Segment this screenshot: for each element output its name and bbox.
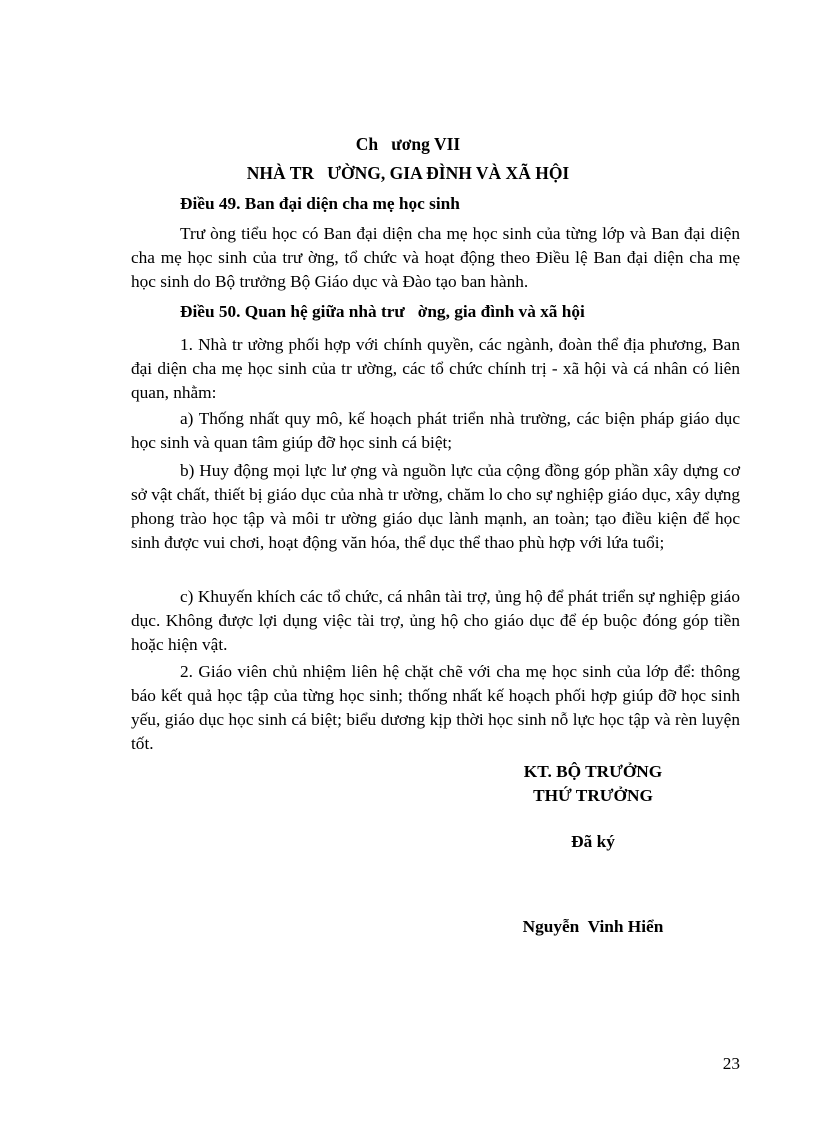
page-number: 23 [722,1054,740,1073]
article-50-point-c: c) Khuyến khích các tổ chức, cá nhân tài trợ, ủng hộ để phát triển sự nghiệp giáo dục. Không được lợi dụng việc tài trợ, ủng hộ cho giáo dục để ép buộc đóng góp tiền hoặc hiện vật. [131,587,740,654]
chapter-title: NHÀ TR ƯỜNG, GIA ĐÌNH VÀ XÃ HỘI [246,163,570,183]
signatory-name: Nguyễn Vinh Hiển [522,917,664,936]
article-50-heading: Điều 50. Quan hệ giữa nhà trư ờng, gia đình và xã hội [180,302,585,321]
article-50-clause-1: 1. Nhà tr ường phối hợp với chính quyền, các ngành, đoàn thể địa phương, Ban đại diện cha mẹ học sinh của tr ường, các tổ chức chính trị - xã hội và cá nhân có liên quan, nhằm: [131,335,740,402]
article-50-point-b: b) Huy động mọi lực lư ợng và nguồn lực của cộng đồng góp phần xây dựng cơ sở vật chất, thiết bị giáo dục của nhà tr ường, chăm lo cho sự nghiệp giáo dục, xây dựng phong trào học tập và môi tr ường giáo dục lành mạnh, an toàn; tạo điều kiện để học sinh được vui chơi, hoạt động văn hóa, thể dục thể thao phù hợp với lứa tuổi; [131,461,740,552]
signature-signed: Đã ký [571,832,615,851]
article-50-clause-2: 2. Giáo viên chủ nhiệm liên hệ chặt chẽ với cha mẹ học sinh của lớp để: thông báo kết quả học tập của từng học sinh; thống nhất kế hoạch phối hợp giúp đỡ học sinh yếu, giáo dục học sinh cá biệt; biểu dương kịp thời học sinh nỗ lực học tập và rèn luyện tốt. [131,662,740,753]
article-49-heading: Điều 49. Ban đại diện cha mẹ học sinh [180,194,460,213]
article-50-point-a: a) Thống nhất quy mô, kế hoạch phát triển nhà trường, các biện pháp giáo dục học sinh và quan tâm giúp đỡ học sinh cá biệt; [131,409,740,452]
chapter-number: Ch ương VII [355,134,461,154]
signature-title-2: THỨ TRƯỞNG [533,786,653,805]
signature-title-1: KT. BỘ TRƯỞNG [523,762,663,781]
article-49-paragraph: Trư òng tiểu học có Ban đại diện cha mẹ học sinh của từng lớp và Ban đại diện cha mẹ học sinh của trư ờng, tổ chức và hoạt động theo Điều lệ Ban đại diện cha mẹ học sinh do Bộ trưởng Bộ Giáo dục và Đào tạo ban hành. [131,224,740,291]
